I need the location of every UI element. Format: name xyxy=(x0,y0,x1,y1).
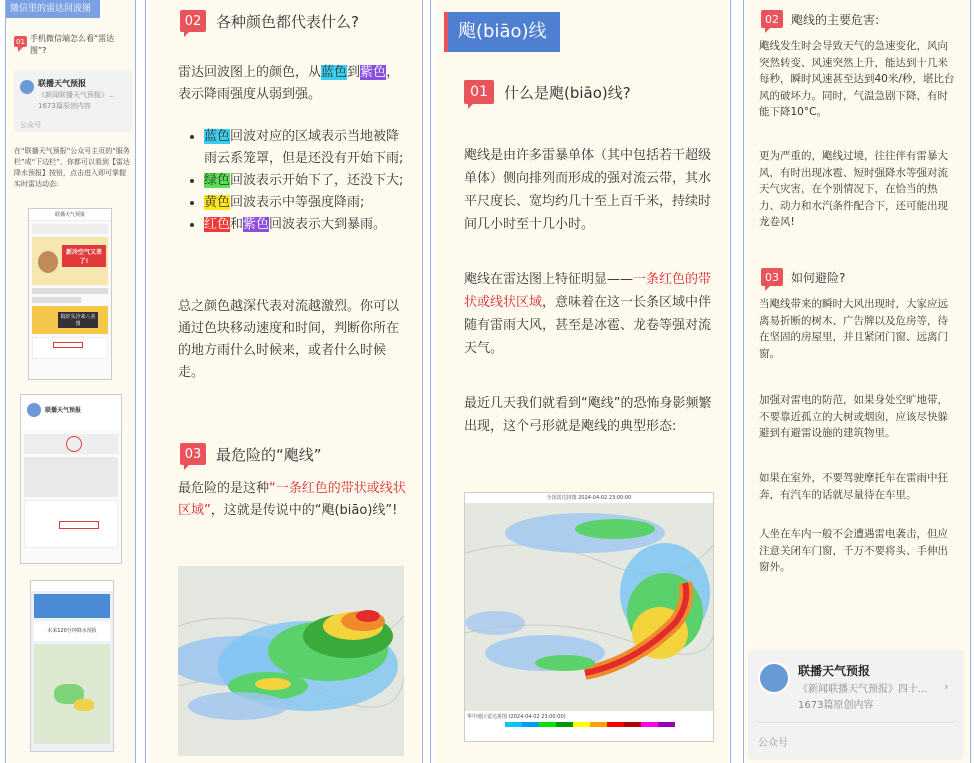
mock1-search xyxy=(32,224,108,234)
scale-swatch xyxy=(658,722,675,727)
section-title-danger: 最危险的“飑线” xyxy=(216,446,322,464)
account-avatar xyxy=(758,662,790,694)
list-item xyxy=(204,170,410,192)
mock3-banner xyxy=(34,594,110,618)
mock2-submenu-highlight xyxy=(59,521,99,529)
mock3-title: 未来120分钟降水预报 xyxy=(34,621,110,641)
intro-text: ，表示降雨强度从弱到强。 xyxy=(178,65,400,102)
panel-hazards xyxy=(745,0,970,763)
para-recent: 最近几天我们就看到“飑线”的恐怖身影频繁出现，这个弓形就是飑线的典型形态: xyxy=(464,396,712,434)
item-text: 回波表示中等强度降雨; xyxy=(230,195,365,210)
hl-yellow: 黄色 xyxy=(204,195,231,210)
map-legend xyxy=(465,711,714,741)
divider xyxy=(758,722,954,723)
account-count: 1673篇原创内容 xyxy=(798,700,874,711)
phone-screenshot-3 xyxy=(30,580,114,752)
mock1-line xyxy=(32,288,108,294)
mock2-avatar xyxy=(27,403,41,417)
avatar xyxy=(20,80,34,94)
list-item xyxy=(204,126,410,170)
account-type: 公众号 xyxy=(20,121,41,129)
section-number-02: 02 xyxy=(761,10,783,28)
account-card-bottom[interactable] xyxy=(748,650,964,760)
account-desc: 《新闻联播天气预报》四十... xyxy=(798,684,928,695)
account-name: 联播天气预报 xyxy=(38,79,86,88)
danger-post: ，这就是传说中的“飑(biāo)线”! xyxy=(210,503,398,518)
intro-text: 雷达回波图上的颜色，从 xyxy=(178,65,322,80)
panel-wechat-guide xyxy=(6,0,135,763)
mock2-content xyxy=(24,457,118,497)
para2-pre: 飑线在雷达图上特征明显—— xyxy=(464,272,634,287)
mock1-badge2: 搞好头冷来八美图 xyxy=(58,312,98,328)
panel4-left-border xyxy=(743,0,744,763)
item-text: 回波表示开始下了，还没下大; xyxy=(230,173,404,188)
scale-swatch xyxy=(505,722,522,727)
step-number-01: 01 xyxy=(14,36,27,47)
instructions-text: 在“联播天气预报”公众号主页的“服务栏”或“下边栏”，你都可以看到【雷达降水预报】按钮，点击进入即可掌握实时雷达动态: xyxy=(14,147,130,188)
radar-image-2 xyxy=(464,492,714,742)
panel2-right-border xyxy=(422,0,423,763)
mock1-menu-highlight xyxy=(53,342,83,348)
danger-text xyxy=(178,478,410,522)
hl-red: 红色 xyxy=(204,217,231,232)
item-text: 回波表示大到暴雨。 xyxy=(269,217,387,232)
phone-screenshot-2 xyxy=(20,394,122,564)
mock2-name: 联播天气预报 xyxy=(45,407,82,414)
list-item xyxy=(204,192,410,214)
section-title-what: 什么是飑(biāo)线? xyxy=(504,84,631,102)
mock1-banner2 xyxy=(32,306,108,334)
danger-red: “一条红色的带状或线状区域” xyxy=(178,481,406,518)
mock1-menu xyxy=(32,337,108,359)
account-count: 1673篇原创内容 xyxy=(38,102,91,110)
colors-summary: 总之颜色越深代表对流越激烈。你可以通过色块移动速度和时间，判断你所在的地方雨什么时候来，或者什么时候走。 xyxy=(178,299,400,380)
panel-colors xyxy=(150,0,421,763)
section-title-harm: 飑线的主要危害: xyxy=(791,13,880,27)
colors-intro xyxy=(178,62,410,106)
harm-para-1: 飑线发生时会导致天气的急速变化，风向突然转变、风速突然上升，能达到十几米每秒，瞬时风速甚至达到40米/秒，堪比台风的破坏力。同时，气温急剧下降，有时能下降10°C。 xyxy=(759,40,955,118)
hl-blue: 蓝色 xyxy=(204,129,231,144)
mock1-line xyxy=(32,297,81,303)
intro-blue: 蓝色 xyxy=(321,65,348,80)
para2-red: 一条红色的带状或线状区域 xyxy=(464,272,712,310)
section-number-02: 02 xyxy=(180,10,206,32)
section-number-03: 03 xyxy=(180,443,206,465)
avoid-para-1: 当飑线带来的瞬时大风出现时，大家应远离易折断的树木、广告牌以及危房等，待在坚固的房屋里，并且紧闭门窗、远离门窗。 xyxy=(759,298,948,360)
section-header: 飑(biāo)线 xyxy=(444,12,560,52)
phone-screenshot-1 xyxy=(28,208,112,380)
item-text: 和 xyxy=(230,217,244,232)
scale-swatch xyxy=(556,722,573,727)
radar-map-1 xyxy=(178,566,404,756)
panel2-left-border xyxy=(145,0,146,763)
mock1-banner xyxy=(32,237,108,285)
panel3-right-border xyxy=(730,0,731,763)
panel3-left-border xyxy=(430,0,431,763)
mock3-map xyxy=(34,644,110,744)
para-definition: 飑线是由许多雷暴单体（其中包括若干超级单体）侧向排列而形成的强对流云带，其水平尺度长、宽均约几十至上百千米，持续时间几小时至十几小时。 xyxy=(464,148,712,232)
panel4-right-border xyxy=(970,0,971,763)
hl-green: 绿色 xyxy=(204,173,231,188)
mock1-badge: 新冷空气又来了! xyxy=(62,245,106,267)
intro-purple: 紫色 xyxy=(360,65,387,80)
account-name: 联播天气预报 xyxy=(798,664,871,678)
mock2-submenu xyxy=(24,500,118,548)
avoid-para-4: 人坐在车内一般不会遭遇雷电袭击，但应注意关闭车门窗，千万不要将头、手伸出窗外。 xyxy=(759,528,948,573)
avoid-para-3: 如果在室外，不要驾驶摩托车在雷雨中狂奔，有汽车的话就尽量待在车里。 xyxy=(759,472,948,501)
step-title: 手机微信端怎么看“雷达图”? xyxy=(30,34,115,55)
color-list xyxy=(204,126,410,236)
account-card[interactable] xyxy=(14,70,132,132)
radar-map-2 xyxy=(465,503,714,713)
panel-squall-line xyxy=(436,0,728,763)
account-desc: 《新闻联播天气预报》... xyxy=(38,91,115,99)
mock2-header xyxy=(21,395,121,431)
scale-swatch xyxy=(522,722,539,727)
scale-swatch xyxy=(573,722,590,727)
map-title: 全国雷达拼图 2024-04-02 23:00:00 xyxy=(465,493,713,503)
list-item xyxy=(204,214,410,236)
hl-purple: 紫色 xyxy=(243,217,270,232)
color-scale xyxy=(505,722,675,727)
intro-text: 到 xyxy=(347,65,361,80)
scale-swatch xyxy=(539,722,556,727)
chevron-right-icon[interactable]: › xyxy=(944,680,949,693)
section-number-01: 01 xyxy=(464,80,494,104)
mock2-tab-circle xyxy=(66,436,82,452)
mock1-header: 联播天气预报 xyxy=(29,209,111,221)
scale-swatch xyxy=(641,722,658,727)
account-type: 公众号 xyxy=(758,738,788,749)
scale-swatch xyxy=(607,722,624,727)
mock1-figure-icon xyxy=(38,251,58,273)
para2-post: ，意味着在这一长条区域中伴随有雷雨大风，甚至是冰雹、龙卷等强对流天气。 xyxy=(464,295,712,356)
item-text: 回波对应的区域表示当地被降雨云系笼罩，但是还没有开始下雨; xyxy=(204,129,404,166)
panel1-tab: 微信里的雷达回波图 xyxy=(6,0,100,18)
para-radar-feature xyxy=(464,268,716,360)
section-number-03: 03 xyxy=(761,268,783,286)
danger-pre: 最危险的是这种 xyxy=(178,481,270,496)
mock3-header xyxy=(31,581,113,591)
section-title-avoid: 如何避险? xyxy=(791,271,846,285)
section-title-colors: 各种颜色都代表什么? xyxy=(216,13,359,31)
mock2-tabs xyxy=(24,434,118,454)
harm-para-2: 更为严重的，飑线过境，往往伴有雷暴大风，有时出现冰雹、短时强降水等强对流天气灾害，在个别情况下，在恰当的热力、动力和水汽条件配合下，还可能出现龙卷风! xyxy=(759,150,948,228)
avoid-para-2: 加强对雷电的防范，如果身处空旷地带，不要靠近孤立的大树或烟囱，应该尽快躲避到有避雷设施的建筑物里。 xyxy=(759,394,948,439)
map-caption: 华中地区雷达拼图 (2024-04-02 23:00:00) xyxy=(467,714,566,720)
radar-image-1 xyxy=(178,566,404,756)
scale-swatch xyxy=(590,722,607,727)
scale-swatch xyxy=(624,722,641,727)
mock3-rain-area xyxy=(74,699,94,711)
panel1-right-border xyxy=(135,0,136,763)
